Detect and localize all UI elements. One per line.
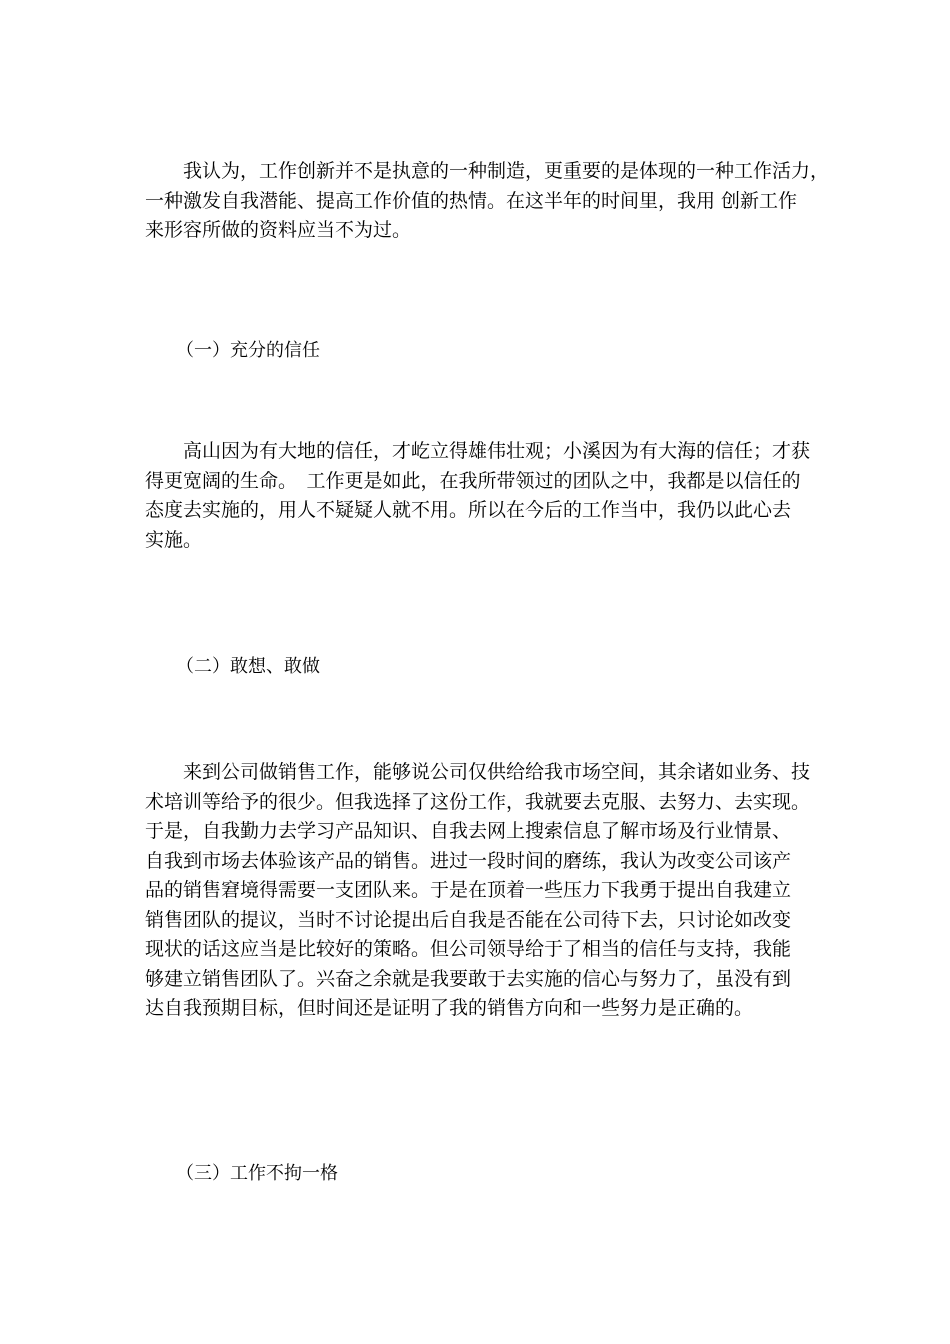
- text-line: 于是，自我勤力去学习产品知识、自我去网上搜索信息了解市场及行业情景、: [145, 820, 792, 842]
- text-line: 得更宽阔的生命。 工作更是如此，在我所带领过的团队之中，我都是以信任的: [145, 469, 801, 492]
- text-line: 高山因为有大地的信任，才屹立得雄伟壮观；小溪因为有大海的信任；才获: [145, 440, 811, 462]
- text-line: 态度去实施的，用人不疑疑人就不用。所以在今后的工作当中，我仍以此心去: [145, 499, 792, 521]
- section-heading-trust: （一）充分的信任: [176, 340, 320, 361]
- text-line: 够建立销售团队了。兴奋之余就是我要敢于去实施的信心与努力了，虽没有到: [145, 967, 792, 990]
- text-line: 我认为，工作创新并不是执意的一种制造，更重要的是体现的一种工作活力，: [145, 160, 830, 182]
- text-line: 实施。: [145, 528, 203, 551]
- paragraph-trust: [145, 437, 813, 555]
- text-line: 品的销售窘境得需要一支团队来。于是在顶着一些压力下我勇于提出自我建立: [145, 879, 792, 901]
- paragraph-innovation: [145, 157, 830, 246]
- text-line: 达自我预期目标，但时间还是证明了我的销售方向和一些努力是正确的。: [145, 997, 754, 1019]
- section-heading-unconventional: （三）工作不拘一格: [176, 1163, 338, 1184]
- paragraph-dare: [145, 758, 813, 1024]
- text-line: 自我到市场去体验该产品的销售。进过一段时间的磨练，我认为改变公司该产: [145, 849, 792, 872]
- text-line: 来到公司做销售工作，能够说公司仅供给给我市场空间，其余诸如业务、技: [145, 761, 811, 783]
- text-line: 一种激发自我潜能、提高工作价值的热情。在这半年的时间里，我用 创新工作: [145, 189, 798, 212]
- text-line: 销售团队的提议，当时不讨论提出后自我是否能在公司待下去，只讨论如改变: [145, 908, 792, 931]
- text-line: 现状的话这应当是比较好的策略。但公司领导给于了相当的信任与支持，我能: [145, 938, 792, 960]
- section-heading-dare: （二）敢想、敢做: [176, 656, 320, 677]
- text-line: 术培训等给予的很少。但我选择了这份工作，我就要去克服、去努力、去实现。: [145, 790, 811, 813]
- text-line: 来形容所做的资料应当不为过。: [145, 219, 412, 241]
